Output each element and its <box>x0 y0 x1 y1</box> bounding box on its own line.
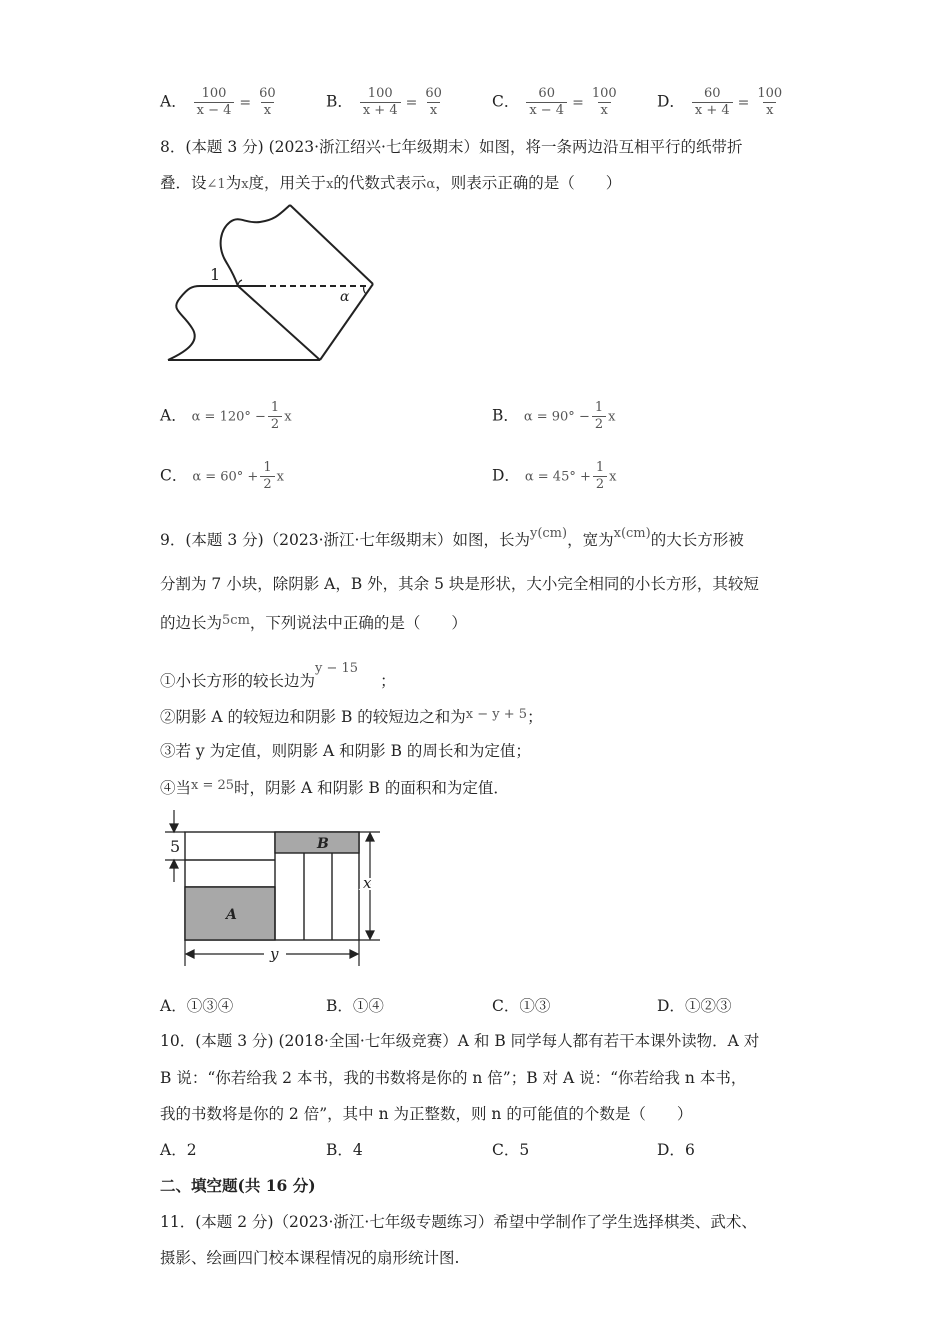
option-label: B． <box>326 1141 353 1159</box>
denominator: x − 4 <box>526 102 567 119</box>
q7-option-b[interactable] <box>326 86 447 119</box>
numerator: 60 <box>703 86 721 101</box>
label-alpha: α <box>340 289 350 305</box>
q10-line2: B 说：“你若给我 2 本书，我的书数将是你的 n 倍”；B 对 A 说：“你若给我 n 本书， <box>160 1069 747 1087</box>
fraction <box>260 460 274 493</box>
numerator: 100 <box>591 86 617 101</box>
fraction <box>526 86 567 119</box>
option-text: ①②③ <box>684 997 732 1015</box>
equals-sign: = <box>405 94 418 111</box>
text: ①小长方形的较长边为 <box>160 672 316 690</box>
folded-torn-edge <box>221 205 290 286</box>
q10-option-d[interactable] <box>657 1139 695 1161</box>
text: ②阴影 A 的较短边和阴影 B 的较短边之和为 <box>160 708 466 726</box>
fraction <box>422 86 445 119</box>
denominator: x + 4 <box>360 102 401 119</box>
label-angle-1: 1 <box>210 265 221 284</box>
option-label: A． <box>160 406 187 425</box>
math: x <box>276 469 284 485</box>
arrowhead <box>366 931 374 939</box>
text: ④当 <box>160 779 192 797</box>
option-label: D． <box>657 1141 685 1159</box>
q7-option-c[interactable] <box>492 86 622 119</box>
fraction <box>593 460 607 493</box>
option-label: A． <box>160 92 187 111</box>
option-label: C． <box>492 1141 520 1159</box>
label-x: x <box>363 874 372 892</box>
option-label: D． <box>657 997 685 1015</box>
equals-sign: = <box>239 94 252 111</box>
math: x <box>608 409 616 425</box>
equals-sign: = <box>737 94 750 111</box>
math: x <box>326 177 334 192</box>
numerator: 60 <box>538 86 555 101</box>
fraction <box>194 86 235 119</box>
q9-statement-1 <box>160 658 396 692</box>
q9-line1 <box>160 523 744 551</box>
math: α = 120° − <box>191 409 266 425</box>
q10-option-a[interactable] <box>160 1139 197 1161</box>
fraction <box>754 86 785 119</box>
fraction <box>268 400 282 433</box>
option-label: C． <box>492 997 520 1015</box>
q10-option-b[interactable] <box>326 1139 363 1161</box>
label-y: y <box>270 945 279 963</box>
option-label: D． <box>492 466 520 485</box>
numerator: 100 <box>367 86 393 101</box>
denominator: 2 <box>593 476 607 493</box>
math: ∠1 <box>206 177 226 192</box>
denominator: x <box>763 102 776 119</box>
numerator: 100 <box>201 86 227 101</box>
q8-line1: 8．(本题 3 分) (2023·浙江绍兴·七年级期末）如图，将一条两边沿互相平行的纸带折 <box>160 138 743 156</box>
option-text: ①③ <box>519 997 551 1015</box>
q10-line3: 我的书数将是你的 2 倍”，其中 n 为正整数，则 n 的可能值的个数是（ ） <box>160 1105 693 1123</box>
label-a: A <box>226 907 237 923</box>
numerator: 60 <box>259 86 276 101</box>
folded-edge-upper <box>290 205 373 284</box>
q8-option-d[interactable] <box>492 460 617 493</box>
math: α = 90° − <box>523 409 590 425</box>
math: y(cm) <box>529 526 568 541</box>
arrowhead <box>170 824 178 832</box>
q8-option-b[interactable] <box>492 400 615 433</box>
math: x(cm) <box>613 526 651 541</box>
math: 5cm <box>222 613 250 628</box>
fraction <box>592 400 606 433</box>
text: 为 <box>225 174 242 192</box>
text: ； <box>380 672 396 690</box>
option-text: 2 <box>186 1141 197 1159</box>
numerator: 1 <box>595 460 605 475</box>
q11-line2: 摄影、绘画四门校本课程情况的扇形统计图. <box>160 1249 460 1267</box>
text: ，则表示正确的是（ ） <box>435 174 622 192</box>
option-text: 5 <box>519 1141 530 1159</box>
q9-option-b[interactable] <box>326 995 384 1017</box>
text: ； <box>527 708 543 726</box>
q9-statement-2 <box>160 704 543 728</box>
text: 度，用关于 <box>248 174 327 192</box>
numerator: 100 <box>757 86 783 101</box>
denominator: x <box>261 102 274 119</box>
math: α <box>426 177 436 192</box>
option-text: 4 <box>352 1141 363 1159</box>
math: α = 45° + <box>524 469 591 485</box>
denominator: 2 <box>592 416 606 433</box>
denominator: x <box>427 102 440 119</box>
q11-line1: 11．(本题 2 分)（2023·浙江·七年级专题练习）希望中学制作了学生选择棋类、武术、 <box>160 1213 757 1231</box>
text: 的大长方形被 <box>650 531 744 549</box>
option-text: ①③④ <box>186 997 234 1015</box>
section-title: 二、填空题(共 16 分) <box>160 1176 316 1195</box>
option-text: ①④ <box>352 997 384 1015</box>
text: ，宽为 <box>567 531 614 549</box>
q9-line2: 分割为 7 小块，除阴影 A，B 外，其余 5 块是形状，大小完全相同的小长方形，其较短 <box>160 575 759 593</box>
q7-option-d[interactable] <box>657 86 787 119</box>
option-text: 6 <box>684 1141 695 1159</box>
denominator: x − 4 <box>194 102 235 119</box>
denominator: x + 4 <box>692 102 733 119</box>
option-label: B． <box>326 997 353 1015</box>
text: 的边长为 <box>160 614 223 632</box>
option-label: C． <box>160 466 188 485</box>
fraction <box>256 86 279 119</box>
math: x <box>609 469 617 485</box>
option-label: B． <box>492 406 519 425</box>
numerator: 60 <box>425 86 442 101</box>
text: 时，阴影 A 和阴影 B 的面积和为定值． <box>234 779 509 797</box>
angle-alpha-arc <box>364 286 366 294</box>
q8-line2 <box>160 172 621 196</box>
q8-folded-strip-figure <box>160 200 390 370</box>
math: α = 60° + <box>192 469 259 485</box>
label-b: B <box>317 836 329 852</box>
text: 叠．设 <box>160 174 207 192</box>
arrowhead <box>170 860 178 868</box>
text: ，下列说法中正确的是（ ） <box>249 614 467 632</box>
label-5: 5 <box>170 837 181 856</box>
fraction <box>589 86 620 119</box>
denominator: x <box>598 102 611 119</box>
option-label: A． <box>160 1141 187 1159</box>
q10-option-c[interactable] <box>492 1139 529 1161</box>
math: x − y + 5 <box>465 707 528 722</box>
arrowhead <box>366 833 374 841</box>
q9-line3 <box>160 610 467 634</box>
numerator: 1 <box>594 400 604 415</box>
math: y − 15 <box>315 661 359 676</box>
numerator: 1 <box>263 460 272 475</box>
text: 的代数式表示 <box>333 174 427 192</box>
q9-statement-3: ③若 y 为定值，则阴影 A 和阴影 B 的周长和为定值； <box>160 742 531 760</box>
arrowhead <box>350 950 358 958</box>
math: x <box>284 409 292 425</box>
option-label: A． <box>160 997 187 1015</box>
math: x = 25 <box>191 778 235 793</box>
equals-sign: = <box>572 94 584 111</box>
q8-option-c[interactable] <box>160 460 284 493</box>
fraction <box>692 86 733 119</box>
option-label: B． <box>326 92 353 111</box>
denominator: 2 <box>260 476 274 493</box>
math: x <box>241 177 249 192</box>
text: 9．(本题 3 分)（2023·浙江·七年级期末）如图，长为 <box>160 531 530 549</box>
q9-option-c[interactable] <box>492 995 550 1017</box>
q9-option-d[interactable] <box>657 995 731 1017</box>
q9-option-a[interactable] <box>160 995 233 1017</box>
fold-line <box>238 286 320 360</box>
denominator: 2 <box>268 416 282 433</box>
fraction <box>360 86 401 119</box>
strip-left-torn-edge <box>168 286 200 360</box>
arrowhead <box>186 950 194 958</box>
option-label: D． <box>657 92 685 111</box>
q9-statement-4 <box>160 775 509 799</box>
q7-option-a[interactable] <box>160 86 281 119</box>
q8-option-a[interactable] <box>160 400 292 433</box>
q9-rectangle-figure <box>160 808 390 970</box>
q10-line1: 10．(本题 3 分) (2018·全国·七年级竞赛）A 和 B 同学每人都有若干本课外读物．A 对 <box>160 1032 760 1050</box>
option-label: C． <box>492 92 520 111</box>
numerator: 1 <box>270 400 280 415</box>
